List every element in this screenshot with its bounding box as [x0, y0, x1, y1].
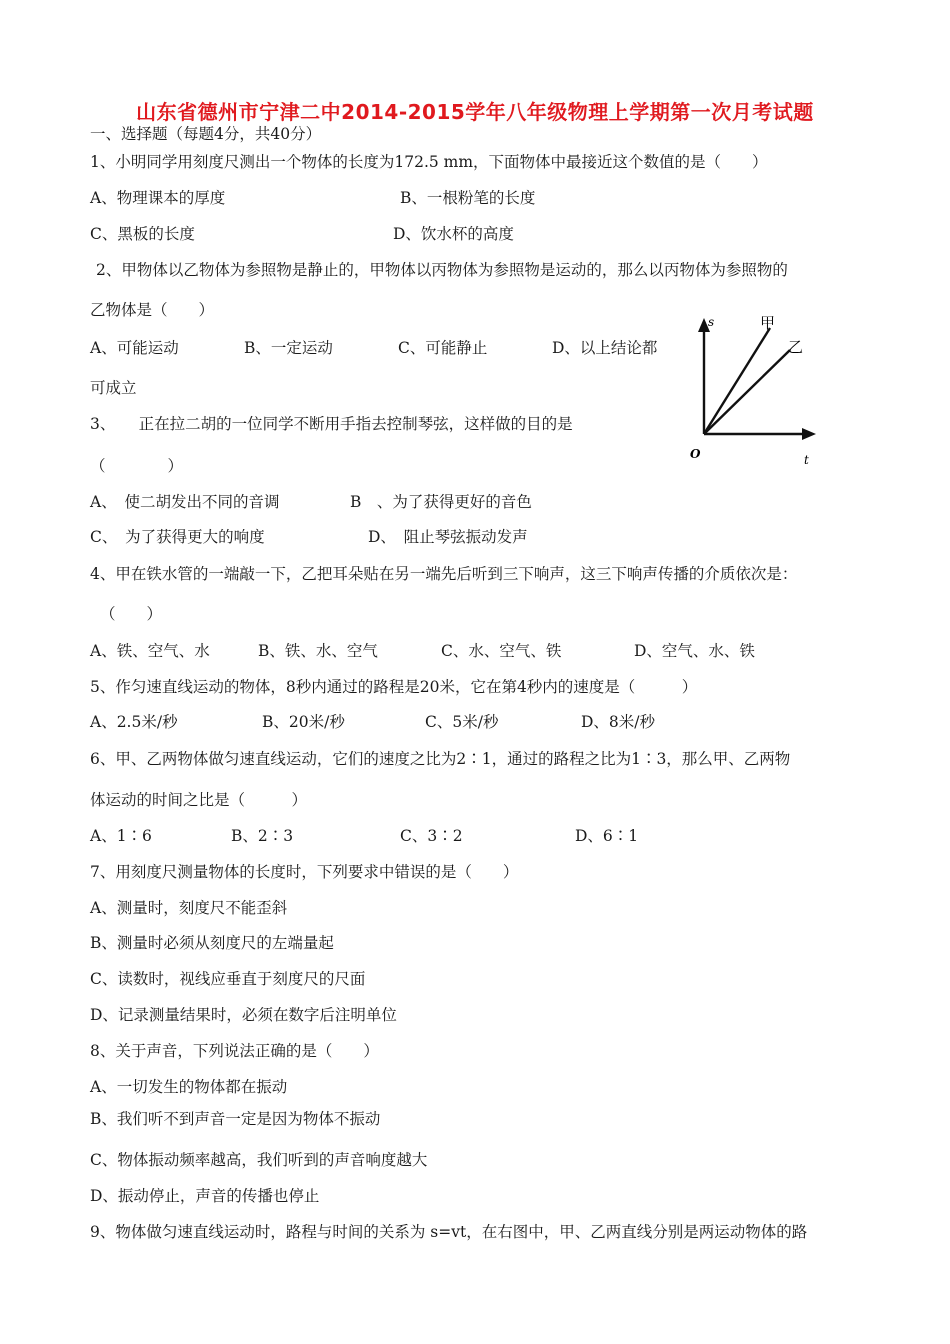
section-heading: 一、选择题（每题4分，共40分）: [90, 125, 322, 143]
question-2-stem-line2: 乙物体是（ ）: [90, 301, 215, 319]
question-3-stem-line1: 3、 正在拉二胡的一位同学不断用手指去控制琴弦，这样做的目的是: [90, 415, 573, 433]
question-6-option-c: C、3∶2: [400, 827, 463, 845]
question-4-option-d: D、空气、水、铁: [634, 642, 755, 660]
question-5-stem: 5、作匀速直线运动的物体，8秒内通过的路程是20米，它在第4秒内的速度是（ ）: [90, 678, 698, 696]
question-1-stem: 1、小明同学用刻度尺测出一个物体的长度为172.5 mm，下面物体中最接近这个数值的是（ ）: [90, 153, 768, 171]
question-8-option-a: A、一切发生的物体都在振动: [90, 1078, 288, 1096]
question-2-option-d-cont: 可成立: [90, 379, 137, 397]
line-jia-label: 甲: [760, 314, 776, 332]
line-yi-label: 乙: [788, 338, 804, 356]
question-6-option-d: D、6∶1: [575, 827, 639, 845]
question-3-option-c: C、 为了获得更大的响度: [90, 528, 265, 546]
question-2-option-d: D、以上结论都: [552, 339, 658, 357]
question-7-stem: 7、用刻度尺测量物体的长度时，下列要求中错误的是（ ）: [90, 863, 519, 881]
st-graph: [684, 306, 824, 466]
question-7-option-b: B、测量时必须从刻度尺的左端量起: [90, 934, 334, 952]
question-5-option-b: B、20米/秒: [262, 713, 345, 731]
question-2-option-a: A、可能运动: [90, 339, 179, 357]
question-8-option-d: D、振动停止，声音的传播也停止: [90, 1187, 320, 1205]
question-1-option-d: D、饮水杯的高度: [393, 225, 514, 243]
question-8-option-c: C、物体振动频率越高，我们听到的声音响度越大: [90, 1151, 428, 1169]
question-6-stem-line1: 6、甲、乙两物体做匀速直线运动，它们的速度之比为2∶1，通过的路程之比为1∶3，那么甲、乙两物: [90, 750, 791, 768]
origin-label: O: [690, 447, 701, 461]
document-title: 山东省德州市宁津二中2014-2015学年八年级物理上学期第一次月考试题: [136, 100, 814, 124]
question-3-option-d: D、 阻止琴弦振动发声: [368, 528, 528, 546]
question-5-option-a: A、2.5米/秒: [90, 713, 178, 731]
question-8-stem: 8、关于声音，下列说法正确的是（ ）: [90, 1042, 379, 1060]
x-axis-arrow: [802, 428, 816, 440]
question-9-stem: 9、物体做匀速直线运动时，路程与时间的关系为 s=vt，在右图中，甲、乙两直线分别是两运动物体的路: [90, 1223, 808, 1241]
st-graph-figure: [684, 306, 824, 466]
question-4-option-a: A、铁、空气、水: [90, 642, 210, 660]
question-8-option-b: B、我们听不到声音一定是因为物体不振动: [90, 1110, 381, 1128]
question-3-stem-line2: （ ）: [90, 457, 184, 475]
question-2-option-c: C、可能静止: [398, 339, 488, 357]
line-jia: [704, 328, 770, 434]
question-6-option-a: A、1∶6: [90, 827, 152, 845]
question-7-option-d: D、记录测量结果时，必须在数字后注明单位: [90, 1006, 397, 1024]
y-axis-label: s: [708, 315, 715, 329]
question-6-stem-line2: 体运动的时间之比是（ ）: [90, 791, 308, 809]
question-3-option-a: A、 使二胡发出不同的音调: [90, 493, 280, 511]
question-4-option-c: C、水、空气、铁: [441, 642, 562, 660]
question-2-stem-line1: 2、甲物体以乙物体为参照物是静止的，甲物体以丙物体为参照物是运动的，那么以丙物体为参照物的: [96, 261, 788, 279]
question-1-option-a: A、物理课本的厚度: [90, 189, 226, 207]
question-4-stem-line2: （ ）: [100, 605, 163, 623]
question-3-option-b: B 、为了获得更好的音色: [350, 493, 532, 511]
question-7-option-a: A、测量时，刻度尺不能歪斜: [90, 899, 288, 917]
x-axis-label: t: [804, 453, 809, 466]
question-6-option-b: B、2∶3: [231, 827, 294, 845]
question-4-option-b: B、铁、水、空气: [258, 642, 378, 660]
question-2-option-b: B、一定运动: [244, 339, 333, 357]
question-1-option-b: B、一根粉笔的长度: [400, 189, 536, 207]
question-7-option-c: C、读数时，视线应垂直于刻度尺的尺面: [90, 970, 366, 988]
question-5-option-c: C、5米/秒: [425, 713, 499, 731]
question-4-stem-line1: 4、甲在铁水管的一端敲一下，乙把耳朵贴在另一端先后听到三下响声，这三下响声传播的介质依次是：: [90, 565, 798, 583]
question-5-option-d: D、8米/秒: [581, 713, 656, 731]
question-1-option-c: C、黑板的长度: [90, 225, 195, 243]
line-yi: [704, 350, 790, 434]
